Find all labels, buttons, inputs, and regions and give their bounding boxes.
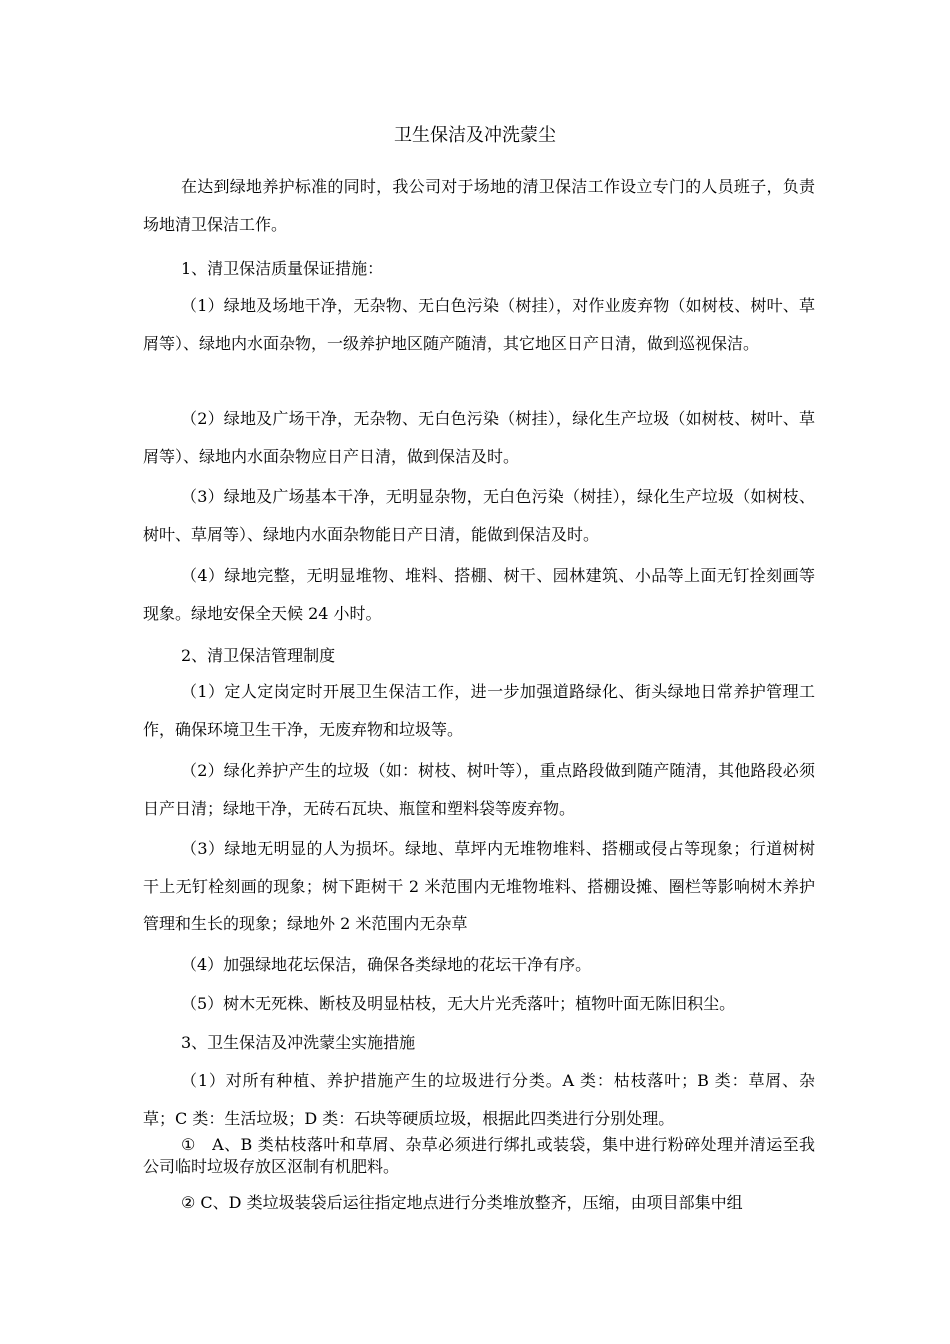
paragraph-intro: 在达到绿地养护标准的同时，我公司对于场地的清卫保洁工作设立专门的人员班子，负责场地清卫保洁工作。 — [143, 177, 815, 234]
paragraph-quality-3: （3）绿地及广场基本干净，无明显杂物，无白色污染（树挂），绿化生产垃圾（如树枝、树叶、草屑等）、绿地内水面杂物能日产日清，能做到保洁及时。 — [143, 487, 815, 544]
heading-quality-measures: 1、清卫保洁质量保证措施： — [181, 259, 384, 278]
document-title: 卫生保洁及冲洗蒙尘 — [394, 125, 556, 146]
paragraph-implementation-1: （1）对所有种植、养护措施产生的垃圾进行分类。A 类：枯枝落叶；B 类：草屑、杂草；C 类：生活垃圾；D 类：石块等硬质垃圾，根据此四类进行分别处理。 — [143, 1071, 815, 1128]
paragraph-management-2: （2）绿化养护产生的垃圾（如：树枝、树叶等），重点路段做到随产随清，其他路段必须日产日清；绿地干净，无砖石瓦块、瓶筐和塑料袋等废弃物。 — [143, 761, 815, 818]
heading-implementation: 3、卫生保洁及冲洗蒙尘实施措施 — [181, 1033, 416, 1052]
heading-management-system: 2、清卫保洁管理制度 — [181, 646, 336, 665]
paragraph-management-4: （4）加强绿地花坛保洁，确保各类绿地的花坛干净有序。 — [181, 955, 592, 974]
paragraph-management-1: （1）定人定岗定时开展卫生保洁工作，进一步加强道路绿化、街头绿地日常养护管理工作，确保环境卫生干净，无废弃物和垃圾等。 — [143, 682, 815, 739]
paragraph-management-5: （5）树木无死株、断枝及明显枯枝，无大片光秃落叶；植物叶面无陈旧积尘。 — [181, 994, 736, 1013]
paragraph-quality-1: （1）绿地及场地干净，无杂物、无白色污染（树挂），对作业废弃物（如树枝、树叶、草屑等）、绿地内水面杂物，一级养护地区随产随清，其它地区日产日清，做到巡视保洁。 — [143, 296, 815, 353]
paragraph-implementation-item-1: ① A、B 类枯枝落叶和草屑、杂草必须进行绑扎或装袋，集中进行粉碎处理并清运至我公司临时垃圾存放区沤制有机肥料。 — [143, 1135, 815, 1176]
paragraph-quality-2: （2）绿地及广场干净，无杂物、无白色污染（树挂），绿化生产垃圾（如树枝、树叶、草屑等）、绿地内水面杂物应日产日清，做到保洁及时。 — [143, 409, 815, 466]
paragraph-management-3: （3）绿地无明显的人为损坏。绿地、草坪内无堆物堆料、搭棚或侵占等现象；行道树树干上无钉栓刻画的现象；树下距树干 2 米范围内无堆物堆料、搭棚设摊、圈栏等影响树木养护管理和生长的现象；绿地外 2 米范围内无杂草 — [143, 839, 815, 933]
paragraph-implementation-item-2: ② C、D 类垃圾装袋后运往指定地点进行分类堆放整齐，压缩，由项目部集中组 — [181, 1193, 743, 1212]
paragraph-quality-4: （4）绿地完整，无明显堆物、堆料、搭棚、树干、园林建筑、小品等上面无钉拴刻画等现象。绿地安保全天候 24 小时。 — [143, 566, 815, 623]
